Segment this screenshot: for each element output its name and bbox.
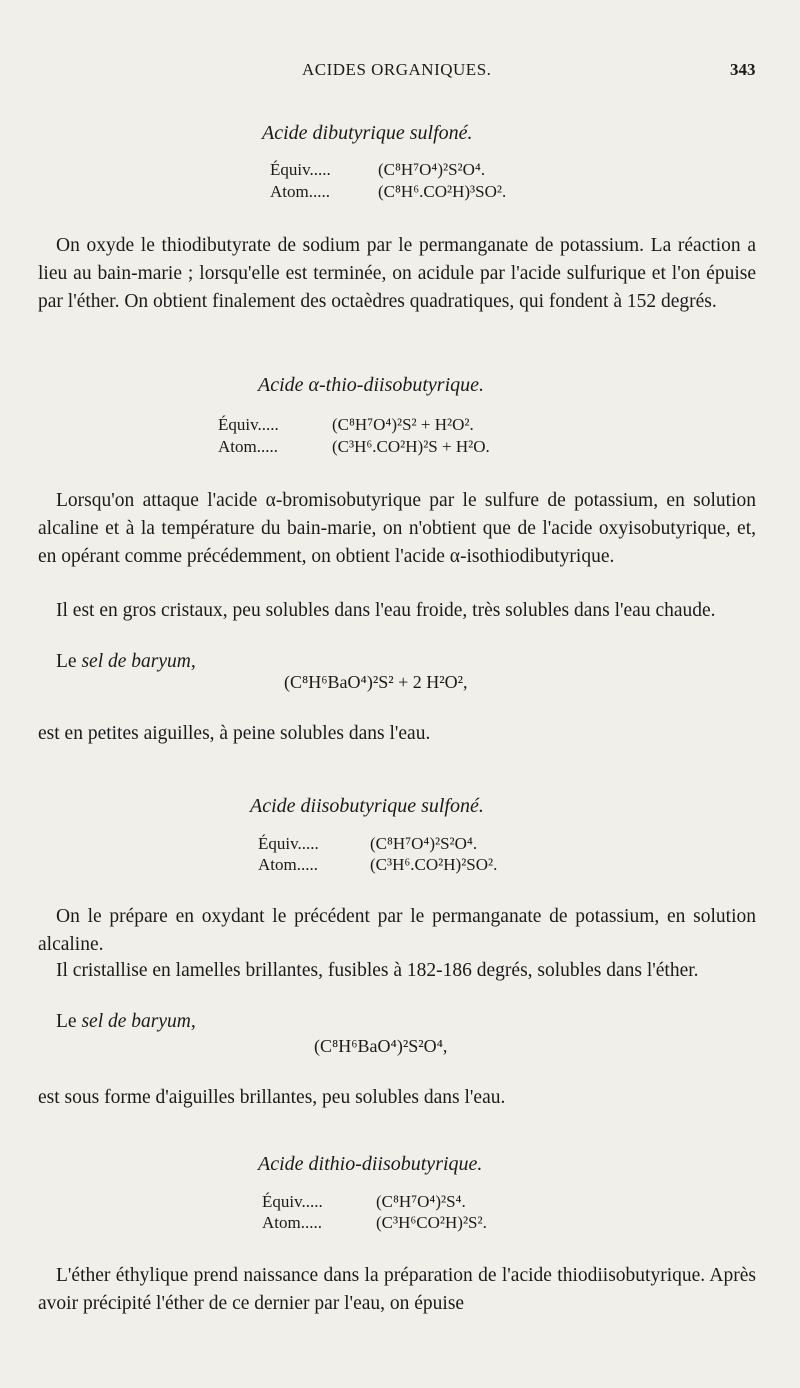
formula-label: Atom.....	[218, 437, 278, 456]
formula-value: (C³H⁶.CO²H)²S + H²O.	[332, 437, 490, 456]
salt-name: sel de baryum,	[81, 651, 196, 672]
paragraph: Il cristallise en lamelles brillantes, fusibles à 182-186 degrés, solubles dans l'éther.	[56, 960, 699, 981]
section-heading-diisobutyrique-sulfone: Acide diisobutyrique sulfoné.	[250, 795, 484, 817]
paragraph: On oxyde le thiodibutyrate de sodium par le permanganate de potassium. La réaction a lieu au bain-marie ; lorsqu'elle est terminée, on acidule par l'acide sulfurique et l'on épuise par l'éther. On obtient finalement des octaèdres quadratiques, qui fondent à 152 degrés.	[38, 235, 756, 312]
formula-atom-2	[218, 437, 490, 457]
formula-label: Atom.....	[258, 855, 318, 874]
formula-label: Atom.....	[270, 182, 330, 201]
formula-label: Équiv.....	[262, 1192, 323, 1211]
formula-value: (C⁸H⁷O⁴)²S²O⁴.	[378, 160, 486, 179]
salt-formula: (C⁸H⁶BaO⁴)²S² + 2 H²O²,	[284, 672, 468, 692]
formula-value: (C³H⁶CO²H)²S².	[376, 1213, 487, 1232]
formula-atom-3	[258, 855, 497, 875]
formula-label: Équiv.....	[218, 415, 279, 434]
formula-value: (C⁸H⁷O⁴)²S² + H²O².	[332, 415, 474, 434]
salt-intro	[56, 1011, 196, 1033]
section-heading-thio-diisobutyrique: Acide α-thio-diisobutyrique.	[258, 374, 485, 396]
formula-equiv-3	[258, 834, 477, 854]
running-title: ACIDES ORGANIQUES.	[302, 60, 492, 79]
formula-label: Atom.....	[262, 1213, 322, 1232]
formula-value: (C⁸H⁷O⁴)²S⁴.	[376, 1192, 466, 1211]
page-header	[0, 60, 800, 84]
formula-equiv-2	[218, 415, 474, 435]
formula-equiv-1	[270, 160, 485, 180]
paragraph: On le prépare en oxydant le précédent par le permanganate de potassium, en solution alcaline.	[38, 906, 756, 955]
page-number: 343	[730, 60, 756, 79]
formula-label: Équiv.....	[270, 160, 331, 179]
formula-atom-1	[270, 182, 506, 202]
salt-description: est sous forme d'aiguilles brillantes, peu solubles dans l'eau.	[38, 1087, 506, 1108]
paragraph: Lorsqu'on attaque l'acide α-bromisobutyrique par le sulfure de potassium, en solution alcaline et à la température du bain-marie, on n'obtient que de l'acide oxyisobutyrique, et, en opérant comme précédemment, on obtient l'acide α-isothiodibutyrique.	[38, 490, 756, 567]
salt-prefix: Le	[56, 1011, 77, 1032]
formula-value: (C⁸H⁶.CO²H)³SO².	[378, 182, 507, 201]
formula-value: (C³H⁶.CO²H)²SO².	[370, 855, 498, 874]
paragraph: L'éther éthylique prend naissance dans la préparation de l'acide thiodiisobutyrique. Après avoir précipité l'éther de ce dernier par l'eau, on épuise	[38, 1265, 756, 1314]
section-heading-dibutyrique-sulfone: Acide dibutyrique sulfoné.	[262, 122, 473, 144]
salt-name: sel de baryum,	[81, 1011, 196, 1032]
section-heading-dithio-diisobutyrique: Acide dithio-diisobutyrique.	[258, 1153, 483, 1175]
salt-formula: (C⁸H⁶BaO⁴)²S²O⁴,	[314, 1036, 448, 1056]
paragraph: Il est en gros cristaux, peu solubles dans l'eau froide, très solubles dans l'eau chaude.	[56, 600, 716, 621]
formula-label: Équiv.....	[258, 834, 319, 853]
formula-value: (C⁸H⁷O⁴)²S²O⁴.	[370, 834, 478, 853]
salt-description: est en petites aiguilles, à peine solubles dans l'eau.	[38, 723, 431, 744]
formula-equiv-4	[262, 1192, 466, 1212]
formula-atom-4	[262, 1213, 487, 1233]
salt-intro	[56, 651, 196, 673]
salt-prefix: Le	[56, 651, 77, 672]
